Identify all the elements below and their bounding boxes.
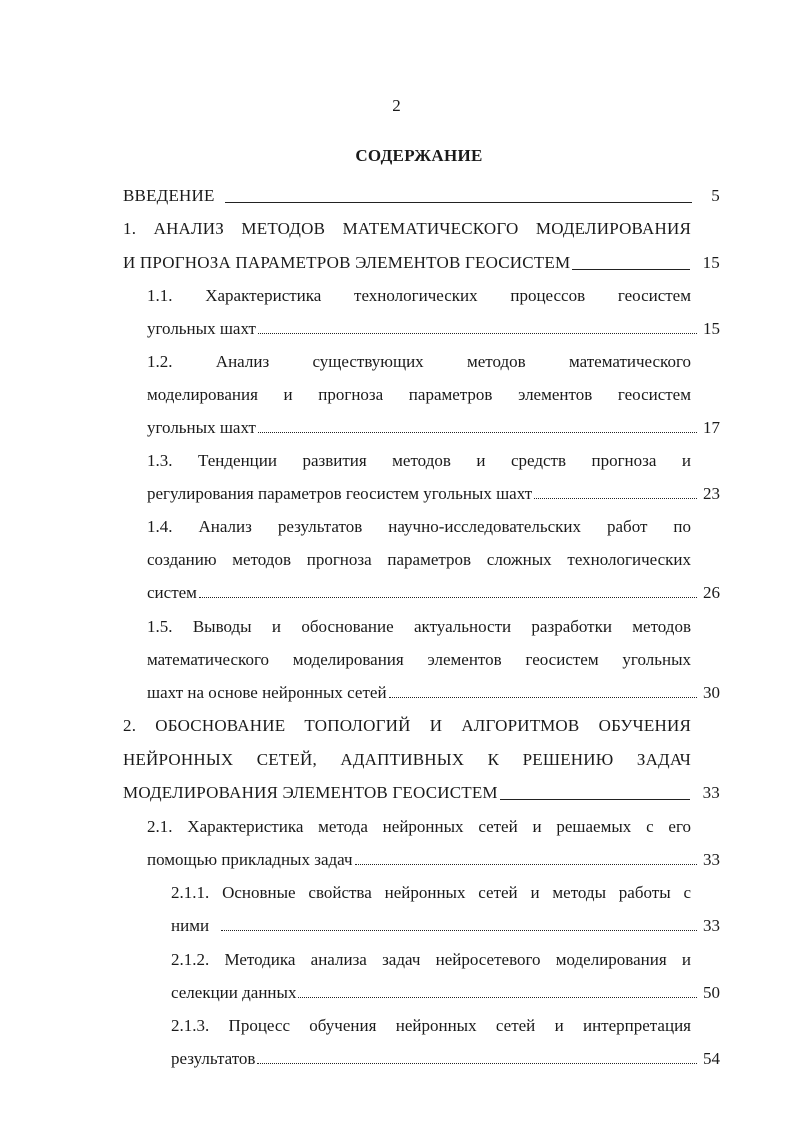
- toc-entry-text: угольных шахт: [147, 319, 256, 338]
- toc-section-1-2-line2: моделирования и прогноза параметров элементов геосистем: [147, 385, 691, 404]
- toc-subsection-2-1-3-line2: [171, 1049, 720, 1069]
- toc-section-1-3-line1: 1.3. Тенденции развития методов и средств прогноза и: [147, 451, 691, 470]
- toc-section-1-1-line1: 1.1. Характеристика технологических процессов геосистем: [147, 286, 691, 305]
- toc-section-1-3-line2: [147, 484, 720, 504]
- toc-section-1-4-line2: созданию методов прогноза параметров сложных технологических: [147, 550, 691, 569]
- toc-page: 50: [703, 983, 720, 1002]
- toc-page: 17: [703, 418, 720, 437]
- leader-line: [500, 798, 690, 800]
- toc-entry-intro: [123, 186, 720, 206]
- leader-dots: [258, 332, 697, 334]
- toc-chapter-2-line1: 2. ОБОСНОВАНИЕ ТОПОЛОГИЙ И АЛГОРИТМОВ ОБУЧЕНИЯ: [123, 716, 691, 735]
- toc-entry-text: результатов: [171, 1049, 256, 1068]
- leader-dots: [257, 1062, 697, 1064]
- toc-chapter-1-line1: 1. АНАЛИЗ МЕТОДОВ МАТЕМАТИЧЕСКОГО МОДЕЛИРОВАНИЯ: [123, 219, 691, 238]
- leader-dots: [199, 596, 697, 598]
- toc-subsection-2-1-1-line2: [171, 916, 720, 936]
- toc-page: 15: [702, 253, 720, 272]
- toc-chapter-2-line3: [123, 783, 720, 803]
- toc-section-1-5-line2: математического моделирования элементов геосистем угольных: [147, 650, 691, 669]
- leader-dots: [298, 996, 697, 998]
- toc-entry-text: ВВЕДЕНИЕ: [123, 186, 215, 205]
- toc-section-2-1-line2: [147, 850, 720, 870]
- toc-section-1-5-line3: [147, 683, 720, 703]
- leader-dots: [258, 431, 697, 433]
- toc-entry-text: систем: [147, 583, 197, 602]
- toc-page: 54: [703, 1049, 720, 1068]
- toc-entry-text: угольных шахт: [147, 418, 256, 437]
- toc-entry-text: помощью прикладных задач: [147, 850, 353, 869]
- toc-entry-text: регулирования параметров геосистем угольных шахт: [147, 484, 533, 503]
- toc-page: 33: [702, 783, 720, 802]
- toc-entry-text: И ПРОГНОЗА ПАРАМЕТРОВ ЭЛЕМЕНТОВ ГЕОСИСТЕМ: [123, 253, 571, 272]
- toc-page: 5: [711, 186, 720, 205]
- toc-section-1-5-line1: 1.5. Выводы и обоснование актуальности разработки методов: [147, 617, 691, 636]
- toc-subsection-2-1-2-line1: 2.1.2. Методика анализа задач нейросетевого моделирования и: [171, 950, 691, 969]
- toc-chapter-2-line2: НЕЙРОННЫХ СЕТЕЙ, АДАПТИВНЫХ К РЕШЕНИЮ ЗАДАЧ: [123, 750, 691, 769]
- toc-section-1-4-line1: 1.4. Анализ результатов научно-исследовательских работ по: [147, 517, 691, 536]
- toc-page: 33: [703, 916, 720, 935]
- leader-dots: [534, 497, 697, 499]
- page-title: СОДЕРЖАНИЕ: [355, 146, 483, 165]
- toc-entry-text: ними: [171, 916, 210, 935]
- page-number: 2: [392, 96, 401, 115]
- leader-line: [225, 201, 692, 203]
- toc-page: 23: [703, 484, 720, 503]
- leader-dots: [355, 863, 697, 865]
- toc-section-1-2-line3: [147, 418, 720, 438]
- toc-section-1-4-line3: [147, 583, 720, 603]
- toc-entry-text: МОДЕЛИРОВАНИЯ ЭЛЕМЕНТОВ ГЕОСИСТЕМ: [123, 783, 498, 802]
- toc-page: 33: [703, 850, 720, 869]
- toc-section-1-1-line2: [147, 319, 720, 339]
- toc-section-2-1-line1: 2.1. Характеристика метода нейронных сетей и решаемых с его: [147, 817, 691, 836]
- toc-entry-text: шахт на основе нейронных сетей: [147, 683, 387, 702]
- leader-dots: [221, 929, 697, 931]
- leader-line: [572, 268, 690, 270]
- toc-subsection-2-1-2-line2: [171, 983, 720, 1003]
- toc-page: 15: [703, 319, 720, 338]
- toc-entry-text: селекции данных: [171, 983, 297, 1002]
- toc-subsection-2-1-1-line1: 2.1.1. Основные свойства нейронных сетей и методы работы с: [171, 883, 691, 902]
- leader-dots: [389, 696, 697, 698]
- toc-page: 26: [703, 583, 720, 602]
- toc-section-1-2-line1: 1.2. Анализ существующих методов математического: [147, 352, 691, 371]
- toc-subsection-2-1-3-line1: 2.1.3. Процесс обучения нейронных сетей и интерпретация: [171, 1016, 691, 1035]
- toc-chapter-1-line2: [123, 253, 720, 273]
- toc-page: 30: [703, 683, 720, 702]
